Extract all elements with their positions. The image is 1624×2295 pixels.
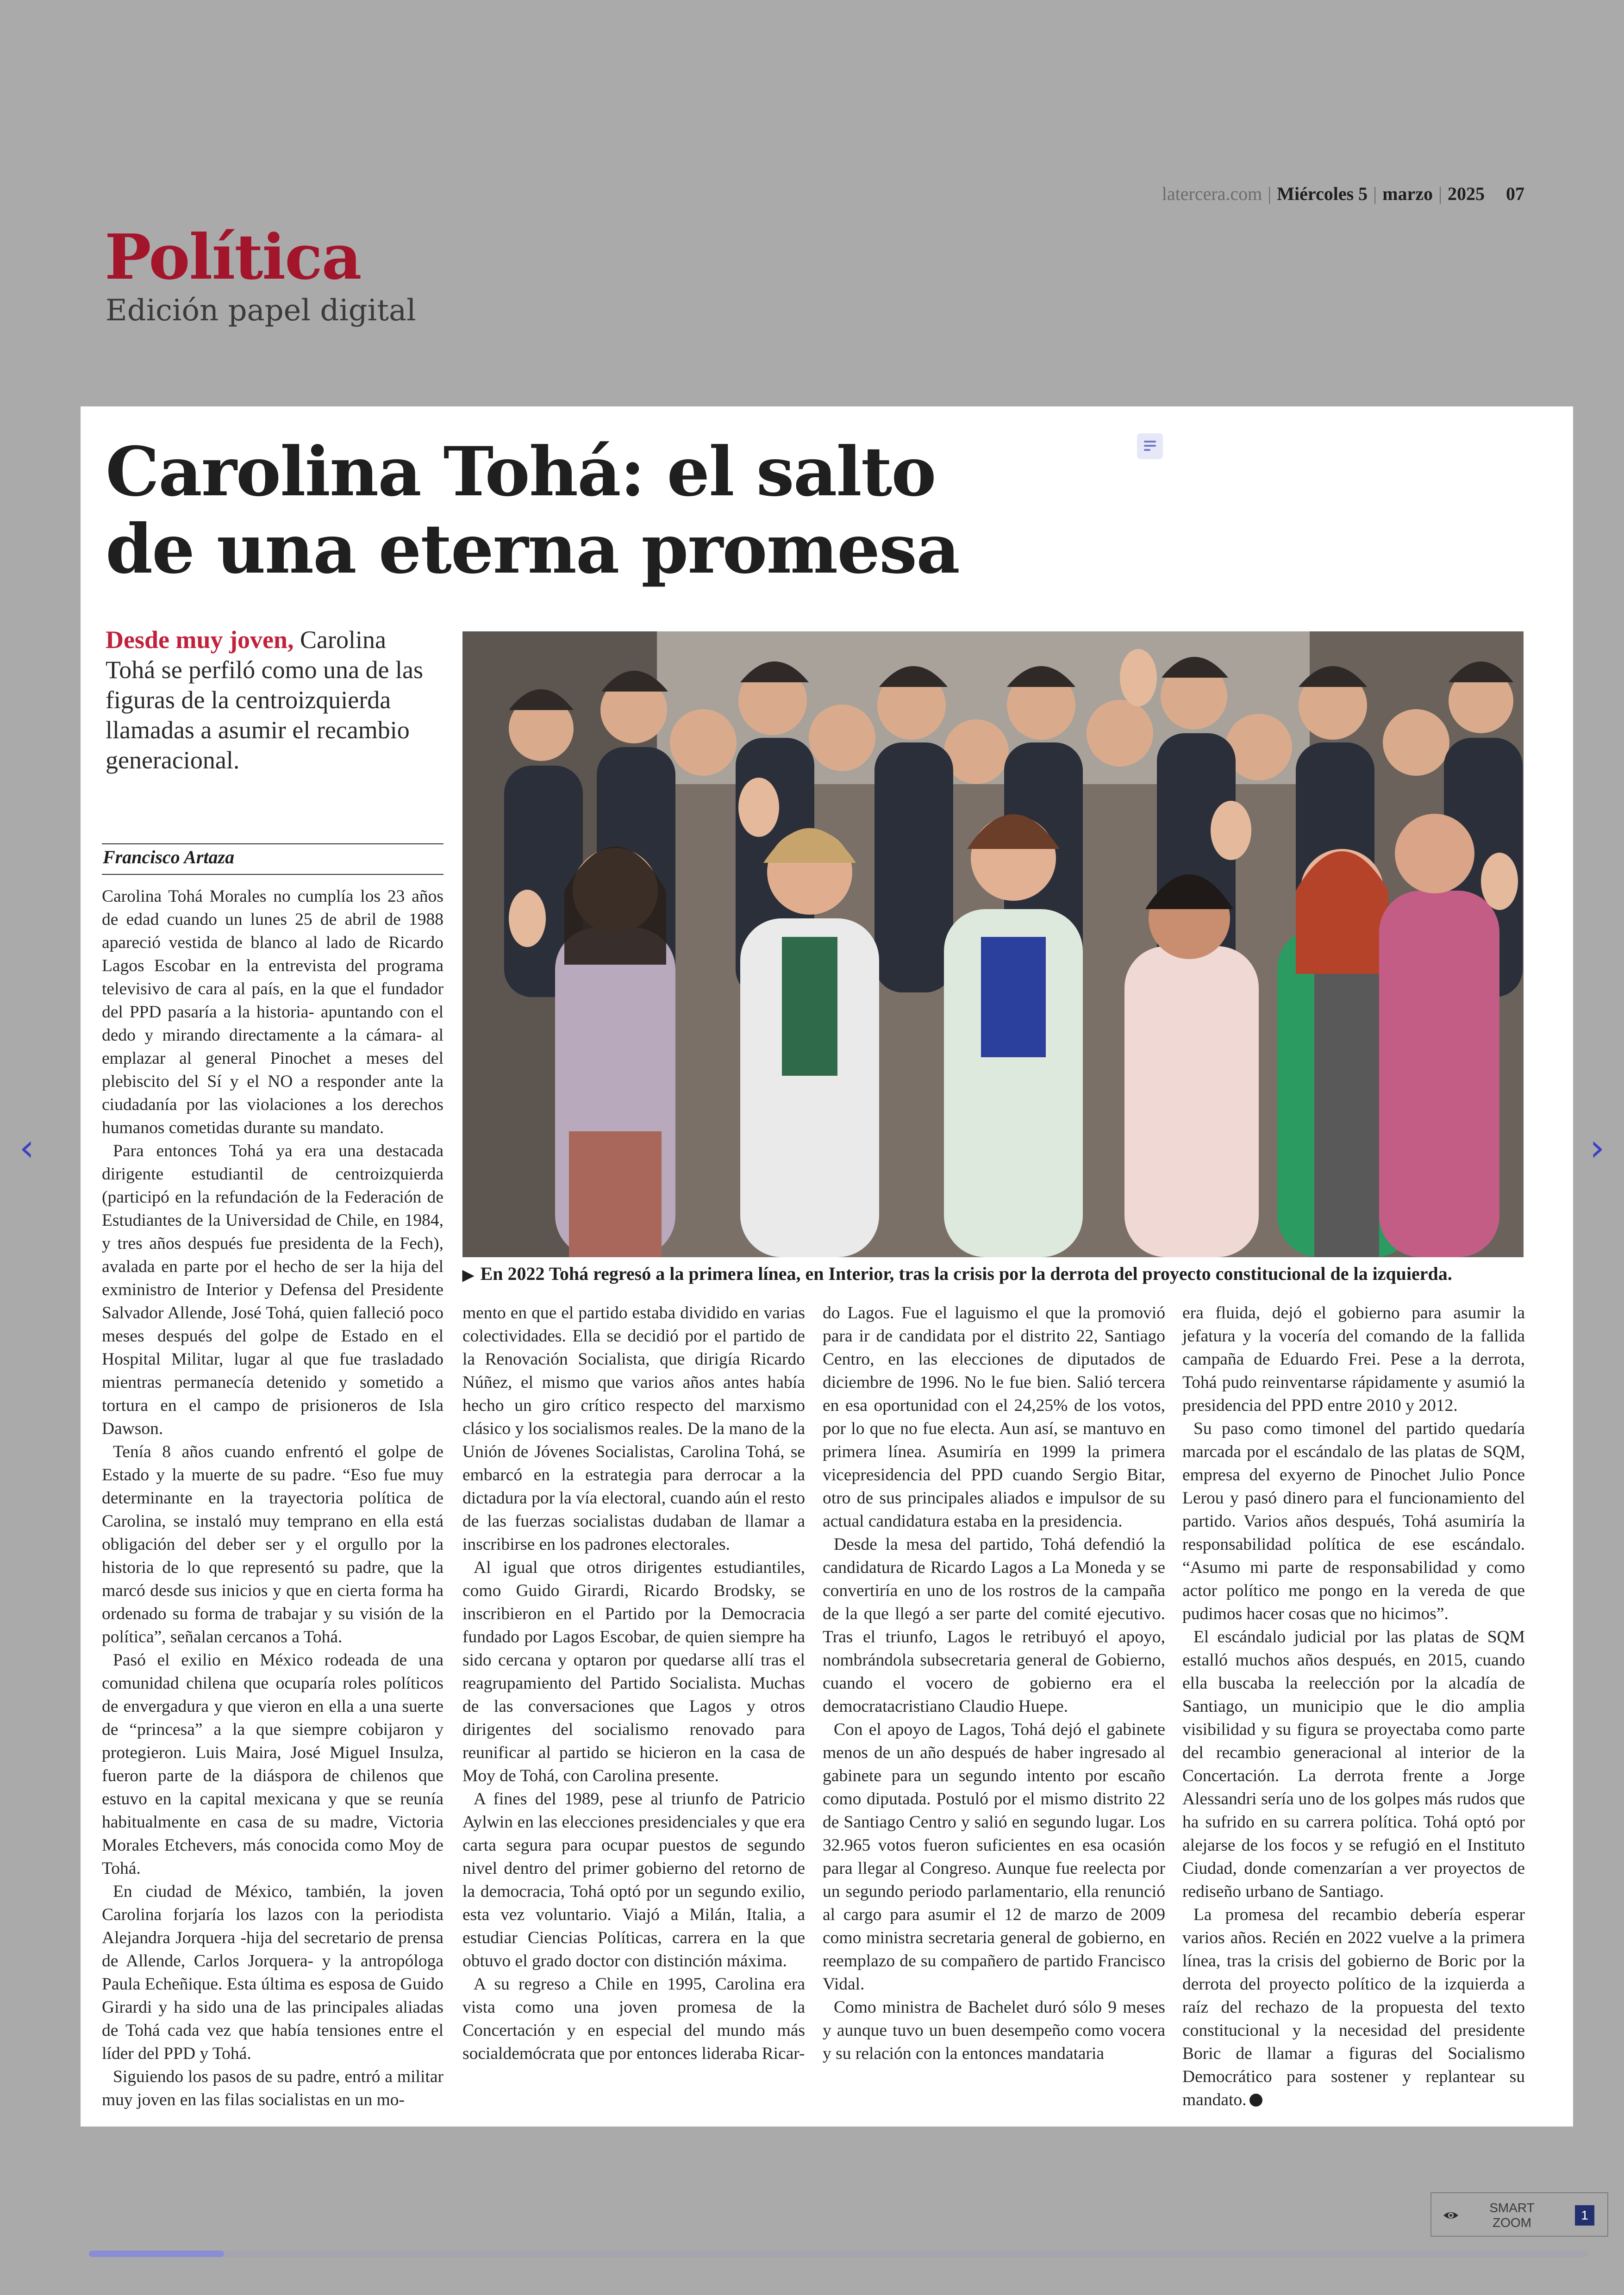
article-column-3 (823, 1302, 1165, 2065)
eye-icon (1443, 2207, 1459, 2224)
page-progress-bar[interactable] (89, 2251, 1589, 2257)
section-title: Política (105, 220, 361, 293)
article-photo (462, 631, 1524, 1257)
lead-text: Carolina Tohá se perfiló como una de las figuras de la centroizquierda llamadas a asumir el recambio generacional. (106, 626, 423, 774)
paragraph: Al igual que otros dirigentes estudiantiles, como Guido Girardi, Ricardo Brodsky, se inscribieron en el Partido por la Democracia fundado por Lagos Escobar, de quien siempre ha sido cercana y optaron por quedarse allí tras el reagrupamiento del Partido Socialista. Muchas de las conversaciones que Lagos y otros dirigentes del socialismo renovado para reunificar al partido se hicieron en la casa de Moy de Tohá, con Carolina presente. (462, 1558, 805, 1785)
paragraph: Como ministra de Bachelet duró sólo 9 meses y aunque tuvo un buen desempeño como vocera y su relación con la entonces mandataria (823, 1998, 1165, 2063)
previous-page-button[interactable]: ‹ (19, 1126, 34, 1169)
page-progress-fill (89, 2251, 224, 2257)
note-icon[interactable] (1137, 433, 1163, 459)
paragraph: Pasó el exilio en México rodeada de una comunidad chilena que ocuparía roles políticos de envergadura y que vieron en ella a una suerte de “princesa” a la que siempre cobijaron y protegieron. Luis Maira, José Miguel Insulza, fueron parte de la diáspora de chilenos que estuvo en la capital mexicana y que se reunía habitualmente en casa de su madre, Victoria Morales Etchevers, más conocida como Moy de Tohá. (102, 1651, 443, 1878)
next-page-button[interactable]: › (1590, 1126, 1605, 1169)
paragraph-text: La promesa del recambio debería esperar varios años. Recién en 2022 vuelve a la primera línea, tras la crisis del gobierno de Boric por la derrota del proyecto político de la izquierda a raíz del rechazo de la propuesta del texto constitucional y la necesidad del presidente Boric de llamar a figuras del Socialismo Democrático para sostener y replantear su mandato. (1182, 1905, 1525, 2109)
paragraph: Su paso como timonel del partido quedaría marcada por el escándalo de las platas de SQM, empresa del exyerno de Pinochet Julio Ponce Lerou y pasó dinero para el funcionamiento del partido. Varios años después, Tohá asumiría la responsabilidad política de ese escándalo. “Asumo mi parte de responsabilidad y como actor político me pongo en la vereda de que pudimos hacer cosas que no hicimos”. (1182, 1419, 1525, 1623)
end-mark-icon (1249, 2094, 1262, 2107)
date-year: 2025 (1448, 183, 1485, 204)
article-column-1 (102, 885, 443, 2112)
photo-caption (462, 1263, 1524, 1285)
byline-rule-bottom (102, 874, 443, 875)
paragraph: mento en que el partido estaba dividido en varias colectividades. Ella se decidió por el partido de la Renovación Socialista, que dirigía Ricardo Núñez, el mismo que varios años antes había hecho un giro crítico respecto del marxismo clásico y los socialismos reales. De la mano de la Unión de Jóvenes Socialistas, Carolina Tohá, se embarcó en la estrategia para derrocar a la dictadura por la vía electoral, cuando aún el resto de las fuerzas socialistas dudaban de llamar a inscribirse en los padrones electorales. (462, 1303, 805, 1554)
paragraph: Para entonces Tohá ya era una destacada dirigente estudiantil de centroizquierda (participó en la refundación de la Federación de Estudiantes de la Universidad de Chile, en 1984, y tres años después fue presidenta de la Fech), avalada en parte por el hecho de ser la hija del exministro de Interior y Defensa del Presidente Salvador Allende, José Tohá, quien falleció poco meses después del golpe de Estado en el Hospital Militar, lugar al que fue trasladado mientras permanecía detenido y sometido a tortura en el campo de prisioneros de Isla Dawson. (102, 1141, 443, 1438)
date-weekday: Miércoles 5 (1277, 183, 1368, 204)
paragraph: El escándalo judicial por las platas de SQM estalló muchos años después, en 2015, cuando ella buscaba la reelección por la alcadía de Santiago, un municipio que le dio amplia visibilidad y su figura se proyectaba como parte del recambio generacional al interior de la Concertación. La derrota frente a Jorge Alessandri sería uno de los golpes más rudos que ha sufrido en su carrera política. Tohá optó por alejarse de los focos y se refugió en el Instituto Ciudad, donde comenzarían a ver proyectos de rediseño urbano de Santiago. (1182, 1628, 1525, 1901)
paragraph: do Lagos. Fue el laguismo el que la promovió para ir de candidata por el distrito 22, Santiago Centro, en las elecciones de diputados de diciembre de 1996. No le fue bien. Salió tercera en esa oportunidad con el 24,25% de los votos, por lo que no fue electa. Aun así, se mantuvo en primera línea. Asumiría en 1999 la primera vicepresidencia del PPD cuando Sergio Bitar, otro de sus principales aliados e impulsor de su actual candidatura estaba en la presidencia. (823, 1303, 1165, 1531)
paragraph: Carolina Tohá Morales no cumplía los 23 años de edad cuando un lunes 25 de abril de 1988 apareció vestida de blanco al lado de Ricardo Lagos Escobar en la entrevista del programa televisivo de cara al país, en la que el fundador del PPD pasaría a la historia- apuntando con el dedo y mirando directamente a la cámara- al emplazar al general Pinochet a meses del plebiscito del Sí y el NO a responder ante la ciudadanía por las violaciones a los derechos humanos cometidas durante su mandato. (102, 887, 443, 1137)
paragraph: Con el apoyo de Lagos, Tohá dejó el gabinete menos de un año después de haber ingresado al gabinete para un segundo intento por escaño como diputada. Postuló por el mismo distrito 22 de Santiago Centro y salió en segundo lugar. Los 32.965 votos fueron suficientes en esa ocasión para llegar al Congreso. Aunque fue reelecta por un segundo periodo parlamentario, ella renunció al cargo para asumir el 12 de marzo de 2009 como ministra secretaria general de gobierno, en reemplazo de su compañero de partido Francisco Vidal. (823, 1720, 1165, 1994)
paragraph: A fines del 1989, pese al triunfo de Patricio Aylwin en las elecciones presidenciales y que era carta segura para ocupar puestos de segundo nivel dentro del primer gobierno del retorno de la democracia, Tohá optó por un segundo exilio, esta vez voluntario. Viajó a Milán, Italia, a estudiar Ciencias Políticas, carrera en la que obtuvo el grado doctor con distinción máxima. (462, 1790, 805, 1971)
paragraph (1182, 1903, 1525, 2112)
article-lead (106, 625, 434, 775)
dateline: latercera.com | Miércoles 5 | marzo | 2025 07 (1162, 183, 1524, 204)
lead-highlight: Desde muy joven, (106, 626, 294, 654)
paragraph: En ciudad de México, también, la joven Carolina forjaría los lazos con la periodista Alejandra Jorquera -hija del secretario de prensa de Allende, Carlos Jorquera- y la antropóloga Paula Echeñique. Esta última es esposa de Guido Girardi y ha sido una de las principales aliadas de Tohá cada vez que había tensiones entre el líder del PPD y Tohá. (102, 1882, 443, 2063)
article-column-2 (462, 1302, 805, 2065)
headline-line-1: Carolina Tohá: el salto (106, 432, 936, 511)
edition-subtitle: Edición papel digital (106, 293, 416, 328)
smart-zoom-label: SMART ZOOM (1489, 2201, 1535, 2230)
paragraph: era fluida, dejó el gobierno para asumir la jefatura y la vocería del comando de la fallida campaña de Eduardo Frei. Pese a la derrota, Tohá pudo reinventarse rápidamente y asumió la presidencia del PPD entre 2010 y 2012. (1182, 1303, 1525, 1415)
smart-zoom-count-badge: 1 (1575, 2205, 1594, 2226)
byline-rule-top (102, 843, 443, 844)
site-name: latercera.com (1162, 183, 1262, 204)
article-headline (106, 433, 1078, 588)
page-number: 07 (1506, 183, 1524, 204)
date-month: marzo (1382, 183, 1433, 204)
caption-arrow-icon: ▶ (462, 1266, 474, 1283)
smart-zoom-button[interactable] (1430, 2192, 1608, 2237)
paragraph: Siguiendo los pasos de su padre, entró a militar muy joven en las filas socialistas en un mo- (102, 2067, 443, 2109)
paragraph: Tenía 8 años cuando enfrentó el golpe de Estado y la muerte de su padre. “Eso fue muy determinante en la trayectoria política de Carolina, se instaló muy temprano en ella está obligación del deber ser y el orgullo por la historia de lo que representó su padre, que la marcó desde sus inicios y que en cierta forma ha ordenado su forma de trabajar y su visión de la política”, señalan cercanos a Tohá. (102, 1442, 443, 1646)
byline: Francisco Artaza (103, 847, 235, 867)
article-column-4 (1182, 1302, 1525, 2112)
group-photo-illustration (462, 631, 1524, 1257)
paragraph: Desde la mesa del partido, Tohá defendió la candidatura de Ricardo Lagos a La Moneda y se convertiría en uno de los rostros de la campaña de la que llegó a ser parte del comité ejecutivo. Tras el triunfo, Lagos le retribuyó el apoyo, nombrándola subsecretaria general de Gobierno, cuando el vocero de gobierno era el democratacristiano Claudio Huepe. (823, 1535, 1165, 1716)
headline-line-2: de una eterna promesa (106, 510, 959, 589)
paragraph: A su regreso a Chile en 1995, Carolina era vista como una joven promesa de la Concertación y en especial del mundo más socialdemócrata que por entonces lideraba Ricar- (462, 1975, 805, 2063)
photo-caption-text: En 2022 Tohá regresó a la primera línea, en Interior, tras la crisis por la derrota del proyecto constitucional de la izquierda. (480, 1263, 1452, 1284)
